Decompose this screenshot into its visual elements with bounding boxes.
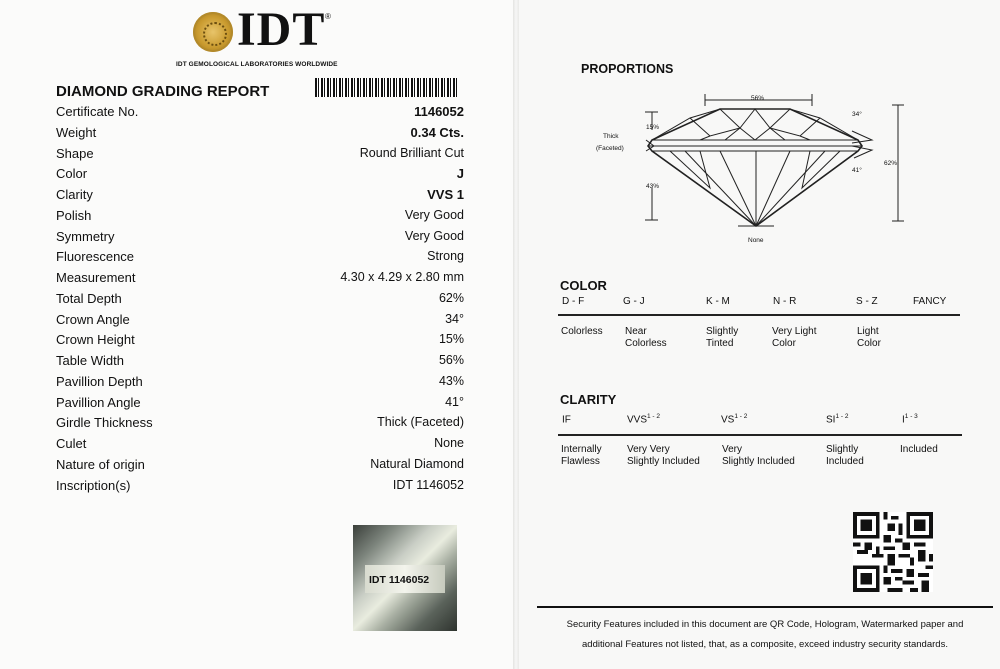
detail-value: 15% <box>438 332 464 347</box>
color-grade: G - J <box>623 296 645 307</box>
detail-value: 41° <box>445 394 464 409</box>
detail-value: 56% <box>438 353 464 367</box>
color-desc: Colorless <box>561 326 603 337</box>
crown-height-value: 15% <box>646 124 660 131</box>
clarity-grade: SI$^{1 - 2}$ <box>826 413 849 426</box>
detail-value: Very Good <box>404 228 464 243</box>
detail-label: Table Width <box>56 353 124 368</box>
logo-brand: IDT <box>237 3 326 56</box>
page-fold <box>513 0 519 669</box>
detail-label: Shape <box>56 145 94 161</box>
detail-label: Clarity <box>56 187 93 202</box>
detail-value: IDT 1146052 <box>392 477 464 492</box>
detail-label: Girdle Thickness <box>56 415 153 431</box>
color-desc: Slightly Tinted <box>706 326 739 349</box>
diamond-proportions-diagram <box>590 88 920 248</box>
detail-label: Pavillion Angle <box>56 394 141 410</box>
detail-value: Strong <box>427 249 464 264</box>
detail-label: Total Depth <box>56 290 122 306</box>
detail-row <box>56 436 464 456</box>
report-title: DIAMOND GRADING REPORT <box>56 83 270 100</box>
clarity-scale-title: CLARITY <box>560 392 617 407</box>
detail-row <box>56 166 464 186</box>
color-desc: Near Colorless <box>625 326 667 349</box>
crown-angle-value: 34° <box>852 111 862 118</box>
clarity-desc: Included <box>900 444 938 455</box>
detail-row <box>56 229 464 249</box>
color-grade: FANCY <box>913 296 947 307</box>
detail-row <box>56 208 464 228</box>
detail-row <box>56 395 464 415</box>
detail-value: 43% <box>438 373 464 388</box>
detail-label: Weight <box>56 124 97 140</box>
barcode <box>315 78 457 97</box>
detail-row <box>56 187 464 207</box>
detail-row <box>56 415 464 435</box>
detail-row <box>56 270 464 290</box>
table-percent: 56% <box>751 95 765 102</box>
detail-row <box>56 332 464 352</box>
detail-label: Culet <box>56 436 87 451</box>
detail-value: None <box>434 436 464 450</box>
clarity-scale-rule <box>558 434 962 436</box>
clarity-desc: Internally Flawless <box>561 444 602 467</box>
logo-subtitle: IDT GEMOLOGICAL LABORATORIES WORLDWIDE <box>176 61 338 68</box>
pavilion-angle-value: 41° <box>852 167 862 174</box>
detail-value: 4.30 x 4.29 x 2.80 mm <box>340 270 464 284</box>
security-divider <box>537 606 993 608</box>
clarity-desc: Slightly Included <box>826 444 864 467</box>
detail-label: Color <box>56 166 88 182</box>
color-desc: Light Color <box>857 326 881 349</box>
color-scale-rule <box>558 314 960 316</box>
detail-value: Natural Diamond <box>370 456 464 471</box>
detail-value: Round Brilliant Cut <box>359 145 464 160</box>
color-grade: N - R <box>773 296 797 307</box>
registered-mark: ® <box>325 12 331 21</box>
clarity-grade: VS$^{1 - 2}$ <box>721 413 748 426</box>
clarity-grade: VVS$^{1 - 2}$ <box>627 413 661 426</box>
detail-row <box>56 312 464 332</box>
detail-row <box>56 478 464 498</box>
security-text-line-1: Security Features included in this document are QR Code, Hologram, Watermarked paper and <box>566 619 964 630</box>
color-grade: K - M <box>706 296 730 307</box>
detail-label: Nature of origin <box>56 456 145 472</box>
detail-row <box>56 104 464 124</box>
color-grade: D - F <box>562 296 585 307</box>
detail-label: Pavillion Depth <box>56 373 143 389</box>
detail-label: Certificate No. <box>56 104 139 119</box>
detail-row <box>56 249 464 269</box>
detail-row <box>56 291 464 311</box>
detail-row <box>56 353 464 373</box>
detail-value: Very Good <box>404 207 464 222</box>
clarity-grade: IF <box>562 414 571 426</box>
detail-value: VVS 1 <box>427 187 464 202</box>
detail-value: 34° <box>445 311 464 326</box>
detail-row <box>56 457 464 477</box>
detail-row <box>56 125 464 145</box>
detail-label: Fluorescence <box>56 249 135 265</box>
clarity-desc: Very Slightly Included <box>722 444 795 467</box>
color-grade: S - Z <box>856 296 878 307</box>
hologram-inscription: IDT 1146052 <box>369 574 430 586</box>
pavilion-depth-value: 43% <box>646 183 660 190</box>
idt-logo <box>193 3 343 58</box>
clarity-grade: $I^{1 - 3}$ <box>902 413 918 426</box>
detail-label: Measurement <box>56 270 136 285</box>
girdle-label-2: (Faceted) <box>596 145 624 152</box>
girdle-label-1: Thick <box>603 133 619 140</box>
gold-seal-icon <box>193 12 233 52</box>
qr-code[interactable] <box>852 512 934 592</box>
detail-value: Thick (Faceted) <box>377 415 464 430</box>
hologram <box>353 525 457 631</box>
proportions-title: PROPORTIONS <box>581 62 674 76</box>
detail-row <box>56 374 464 394</box>
detail-label: Inscription(s) <box>56 477 131 493</box>
security-text-line-2: additional Features not listed, that, as a composite, exceed industry security standards. <box>582 639 948 650</box>
detail-label: Crown Angle <box>56 311 130 327</box>
color-scale-title: COLOR <box>560 278 607 293</box>
detail-label: Symmetry <box>56 228 115 244</box>
detail-value: 62% <box>438 290 464 305</box>
culet-value: None <box>748 237 764 244</box>
total-depth-value: 62% <box>884 160 898 167</box>
detail-label: Crown Height <box>56 332 135 348</box>
detail-value: 1146052 <box>414 104 464 119</box>
clarity-desc: Very Very Slightly Included <box>627 444 700 467</box>
detail-value: J <box>456 166 464 182</box>
detail-value: 0.34 Cts. <box>410 124 464 140</box>
detail-row <box>56 146 464 166</box>
detail-label: Polish <box>56 207 92 223</box>
diamond-outline <box>648 109 862 226</box>
color-desc: Very Light Color <box>772 326 817 349</box>
